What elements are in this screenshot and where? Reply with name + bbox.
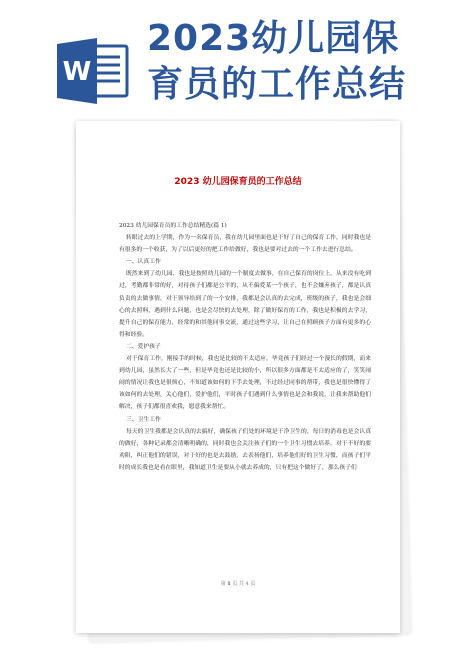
body-paragraph: 转眼过去的上学期，作为一名保育员，我在幼儿园里面也是干好了自己的保育工作，同时我也是有很多的一个收获，为了以后更好的把工作给做好，我也是要对过去的一个工作去进行总结。 <box>119 235 371 254</box>
footer-page-number: 1 <box>227 581 231 587</box>
section-heading: 三、卫生工作 <box>125 416 161 423</box>
document-page <box>76 121 400 633</box>
banner <box>0 0 474 118</box>
banner-title-line2: 育员的工作总结 <box>147 64 407 105</box>
subtitle-paragraph: 2023 幼儿园保育员的工作总结精选(篇 1) <box>119 223 227 229</box>
footer-mid: 页 共 <box>232 581 244 587</box>
document-body <box>119 220 371 474</box>
body-paragraph: 每天的卫生我都是会认真的去搞好，确保孩子们处的环境是干净卫生的，每日的消毒也是会认真的做好，各种记录都会清晰明确的，同时我也会关注孩子们的一个卫生习惯去培养，对于不好的要劝阻，纠正他们的错误，对于好的也是去鼓励，去表扬他们，培养他们好的卫生习惯，而孩子们平时的成长我也是看在眼里，我知道卫生是要从小就去养成的，只有把这个做好了，那么孩子们 <box>119 428 371 471</box>
word-icon <box>57 38 129 104</box>
body-paragraph: 对于保育工作，刚接手的时候，我也是比较的不太适应，毕竟孩子们经过一个漫长的假期，而来到幼儿园，虽然长大了一些，但是毕竟也还是比较的小，所以很多方面都是不太适应的了，笑笑闹闹的情况让我也是很烦心，不知道该如何的下手去处理，不过经过同事的帮带，我也是很快懂得了该如何的去处理，关心他们，爱护他们，平时孩子们遇到什么事情也是会和我说，让我来帮助他们解决，孩子们都很喜欢我，愿意我来帮忙。 <box>119 356 371 411</box>
banner-title-line1: 2023幼儿园保 <box>147 18 400 59</box>
footer-prefix: 第 <box>220 581 226 587</box>
body-paragraph: 既然来到了幼儿园，我也是按照幼儿园的一个制度去做事，在自己保育的岗位上，从来没有吃到过，考勤都非常的好，对待孩子们都是公平的，从不偏爱某一个孩子，也不会嫌弃孩子，都是认真负责的去做事情，对于领导给到了的一个安排，我都是会认真的去完成，班级的孩子，我也是会细心的去照料，遇到什么问题，也是会尽快的去处理，除了做好保育的工作，我也是积极的去学习，提升自己的保育能力，经常的和其他同事交流，通过这些学习，让自己在照顾孩子方面有更多的心得和经验。 <box>119 271 371 338</box>
banner-title <box>147 16 467 108</box>
section-heading: 一、认真工作 <box>125 259 161 266</box>
section-heading: 二、爱护孩子 <box>125 343 161 350</box>
svg-text:W: W <box>62 57 92 87</box>
page-footer <box>76 580 400 587</box>
footer-suffix: 页 <box>250 581 256 587</box>
footer-total-pages: 4 <box>245 581 249 587</box>
document-title: 2023 幼儿园保育员的工作总结 <box>174 177 302 187</box>
